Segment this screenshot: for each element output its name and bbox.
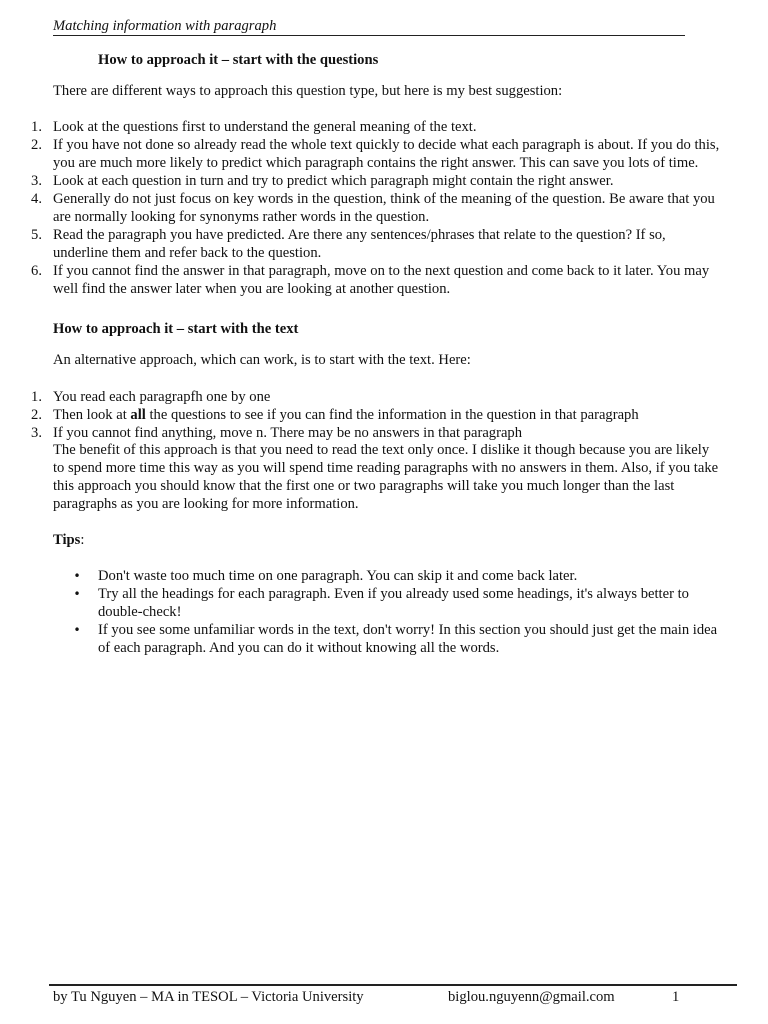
list-item-text: Look at each question in turn and try to predict which paragraph might contain the right answer. bbox=[53, 173, 614, 189]
tip-text: If you see some unfamiliar words in the text, don't worry! In this section you should just get the main idea of each paragraph. And you can do it without knowing all the words. bbox=[98, 622, 718, 656]
list-number: 2. bbox=[31, 407, 42, 423]
section-heading-text: How to approach it – start with the text bbox=[53, 321, 299, 337]
tips-list bbox=[70, 567, 720, 657]
list-item-text: Generally do not just focus on key words in the question, think of the meaning of the question. Be aware that you are normally looking for synonyms rather words in the question. bbox=[53, 191, 715, 225]
list-item bbox=[20, 406, 720, 424]
list-number: 1. bbox=[31, 119, 42, 135]
list-item bbox=[20, 118, 720, 136]
list-item bbox=[70, 585, 720, 621]
footer-divider bbox=[49, 984, 737, 986]
tips-colon: : bbox=[80, 532, 85, 548]
list-item bbox=[20, 190, 720, 226]
footer-email: biglou.nguyenn@gmail.com bbox=[448, 989, 615, 1005]
footer-author: by Tu Nguyen – MA in TESOL – Victoria University bbox=[53, 989, 364, 1005]
list-number: 3. bbox=[31, 173, 42, 189]
list-number: 5. bbox=[31, 227, 42, 243]
list-item-text-post: the questions to see if you can find the information in the question in that paragraph bbox=[145, 407, 639, 423]
page-number: 1 bbox=[672, 989, 680, 1005]
bullet-icon: • bbox=[73, 623, 81, 637]
numbered-list-questions bbox=[20, 118, 720, 298]
list-item bbox=[20, 424, 720, 442]
list-item bbox=[70, 567, 720, 585]
list-item-text: You read each paragrapfh one by one bbox=[53, 389, 271, 405]
list-item bbox=[20, 388, 720, 406]
list-item bbox=[20, 262, 720, 298]
list-number: 1. bbox=[31, 389, 42, 405]
list-item-text: Read the paragraph you have predicted. Are there any sentences/phrases that relate to the question? If so, underline them and refer back to the question. bbox=[53, 227, 666, 261]
list-item-text: If you cannot find anything, move n. There may be no answers in that paragraph bbox=[53, 425, 523, 441]
list-number: 6. bbox=[31, 263, 42, 279]
list-item bbox=[70, 621, 720, 657]
list-item-text: If you have not done so already read the whole text quickly to decide what each paragraph is about. If you do this, you are much more likely to predict which paragraph contains the right answer. This can save you lots of time. bbox=[53, 137, 720, 171]
list-item-text: Look at the questions first to understand the general meaning of the text. bbox=[53, 119, 477, 135]
bullet-icon: • bbox=[73, 587, 81, 601]
section1-intro: There are different ways to approach this question type, but here is my best suggestion: bbox=[53, 83, 563, 99]
list-item-bold-word: all bbox=[130, 407, 146, 423]
tip-text: Don't waste too much time on one paragraph. You can skip it and come back later. bbox=[98, 568, 578, 584]
benefit-paragraph: The benefit of this approach is that you need to read the text only once. I dislike it though because you are likely to spend more time this way as you will spend time reading paragraphs with no answers in them. Also, if you take this approach you should know that the first one or two paragraphs will take you much longer than the last paragraphs as you are looking for more information. bbox=[53, 442, 719, 512]
document-header bbox=[53, 18, 685, 36]
bullet-icon: • bbox=[73, 569, 81, 583]
tips-heading bbox=[53, 531, 84, 549]
section-heading-questions: How to approach it – start with the questions bbox=[98, 52, 379, 68]
list-item bbox=[20, 136, 720, 172]
numbered-list-text bbox=[20, 388, 720, 442]
list-item-text-pre: Then look at bbox=[53, 407, 131, 423]
list-number: 2. bbox=[31, 137, 42, 153]
list-number: 3. bbox=[31, 425, 42, 441]
tips-label: Tips bbox=[53, 532, 81, 548]
list-item bbox=[20, 172, 720, 190]
tip-text: Try all the headings for each paragraph. Even if you already used some headings, it's always better to double-check! bbox=[98, 586, 689, 620]
list-item-text: If you cannot find the answer in that paragraph, move on to the next question and come back to it later. You may well find the answer later when you are looking at another question. bbox=[53, 263, 710, 297]
header-title: Matching information with paragraph bbox=[53, 18, 277, 34]
list-item bbox=[20, 226, 720, 262]
list-number: 4. bbox=[31, 191, 42, 207]
section2-intro: An alternative approach, which can work, is to start with the text. Here: bbox=[53, 352, 471, 368]
